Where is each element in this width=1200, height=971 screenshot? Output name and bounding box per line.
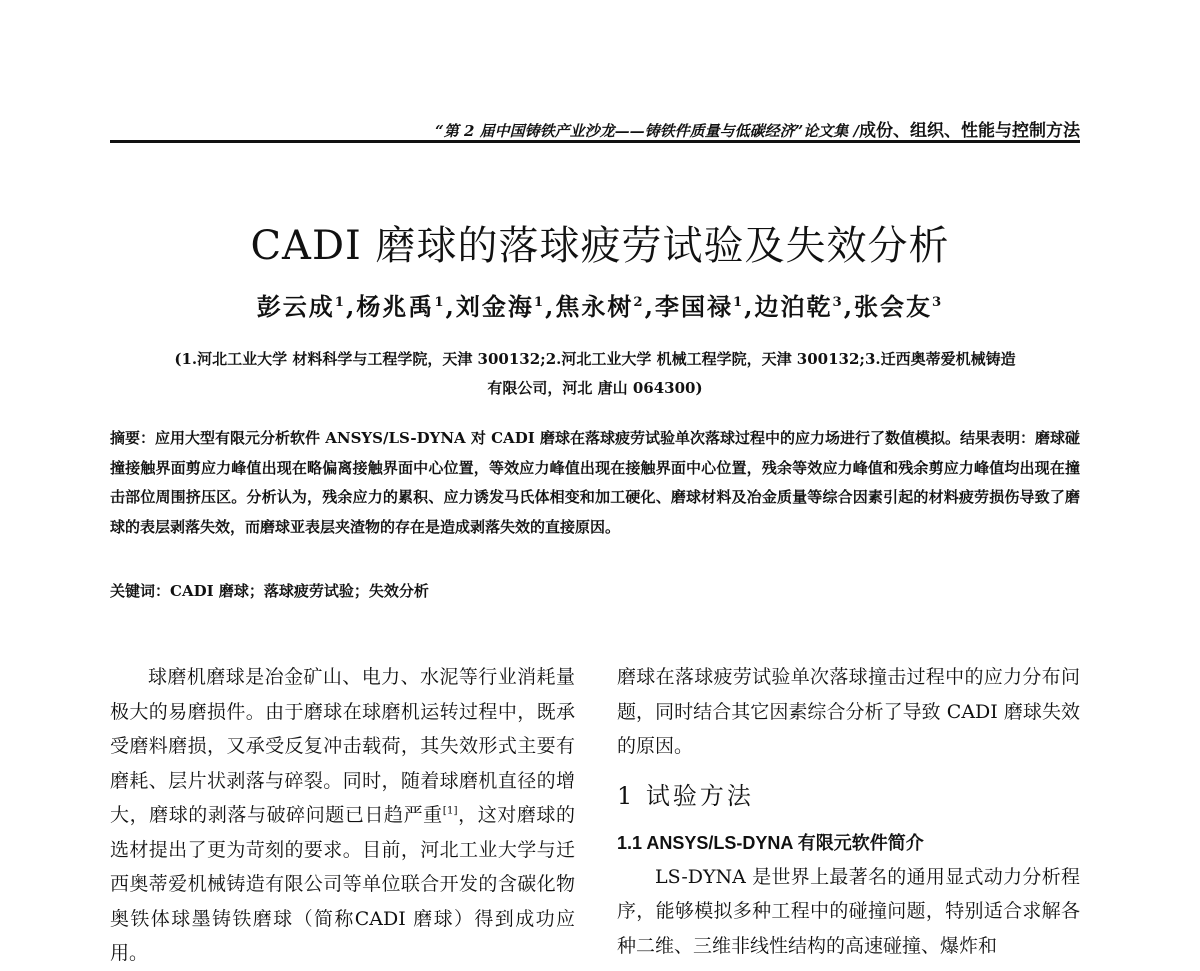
author-affiliation-mark: 3: [832, 295, 844, 310]
author-list: 彭云成$^1$,杨兆禹$^1$,刘金海$^1$,焦永树$^2$,李国禄$^1$,边泊乾$^3$,张会友$^3$: [256, 292, 944, 321]
author-affiliation-mark: 1: [334, 295, 346, 310]
author-affiliation-mark: 1: [732, 295, 745, 310]
subsection-heading: 1.1 ANSYS/LS-DYNA 有限元软件简介: [617, 832, 924, 853]
body-paragraph: 磨球在落球疲劳试验单次落球撞击过程中的应力分布问题，同时结合其它因素综合分析了导致 CADI 磨球失效的原因。: [617, 666, 1080, 757]
paragraph-text: ，这对磨球的选材提出了更为苛刻的要求。目前，河北工业大学与迁西奥蒂爱机械铸造有限公司等单位联合开发的含碳化物奥铁体球墨铸铁磨球（简称CADI 磨球）得到成功应用。: [110, 804, 575, 964]
author: 杨兆禹: [356, 292, 435, 321]
header-series: “第 2 届中国铸铁产业沙龙——铸铁件质量与低碳经济”论文集 /: [435, 122, 859, 140]
author-affiliation-mark: 1: [434, 295, 446, 310]
author: 焦永树: [555, 292, 634, 321]
paragraph-text: 球磨机磨球是冶金矿山、电力、水泥等行业消耗量极大的易磨损件。由于磨球在球磨机运转过程中，既承受磨料磨损，又承受反复冲击载荷，其失效形式主要有磨耗、层片状剥落与碎裂。同时，随着球磨机直径的增大，磨球的剥落与破碎问题已日趋严重: [110, 666, 575, 826]
paper-title: CADI 磨球的落球疲劳试验及失效分析: [250, 223, 950, 269]
author: 张会友: [854, 292, 933, 321]
body-column-left: [110, 660, 575, 971]
affiliation-line-1: (1.河北工业大学 材料科学与工程学院，天津 300132;2.河北工业大学 机械工程学院，天津 300132;3.迁西奥蒂爱机械铸造: [174, 350, 1016, 368]
abstract-text: 应用大型有限元分析软件 ANSYS/LS-DYNA 对 CADI 磨球在落球疲劳试验单次落球过程中的应力场进行了数值模拟。结果表明：磨球碰撞接触界面剪应力峰值出现在略偏离接触界面中心位置，等效应力峰值出现在接触界面中心位置，残余等效应力峰值和残余剪应力峰值均出现在撞击部位周围挤压区。分析认为，残余应力的累积、应力诱发马氏体相变和加工硬化、磨球材料及冶金质量等综合因素引起的材料疲劳损伤导致了磨球的表层剥落失效，而磨球亚表层夹渣物的存在是造成剥落失效的直接原因。: [110, 429, 1080, 536]
affiliation-line-2: 有限公司，河北 唐山 064300): [487, 379, 703, 397]
keywords-label: 关键词：: [110, 582, 171, 600]
author: 彭云成: [256, 292, 335, 321]
author: 刘金海: [455, 292, 534, 321]
author: 边泊乾: [754, 292, 833, 321]
keywords-text: CADI 磨球；落球疲劳试验；失效分析: [170, 582, 429, 600]
abstract-label: 摘要：: [110, 429, 156, 447]
abstract: [110, 424, 1080, 542]
author: 李国禄: [654, 292, 733, 321]
author-affiliation-mark: 2: [633, 295, 645, 310]
body-column-right: [617, 660, 1080, 963]
body-paragraph: [110, 660, 575, 971]
author-affiliation-mark: 3: [932, 295, 944, 310]
body-paragraph: LS-DYNA 是世界上最著名的通用显式动力分析程序，能够模拟多种工程中的碰撞问题，特别适合求解各种二维、三维非线性结构的高速碰撞、爆炸和: [617, 865, 1080, 957]
affiliations: [110, 345, 1080, 403]
section-heading: 1 试验方法: [617, 781, 754, 810]
running-header-text: [435, 116, 1080, 141]
author-affiliation-mark: 1: [533, 295, 546, 310]
running-header: [110, 108, 1080, 143]
citation-ref: [1]: [442, 804, 458, 817]
header-section: 成份、组织、性能与控制方法: [859, 121, 1080, 141]
keywords: [110, 577, 1080, 606]
